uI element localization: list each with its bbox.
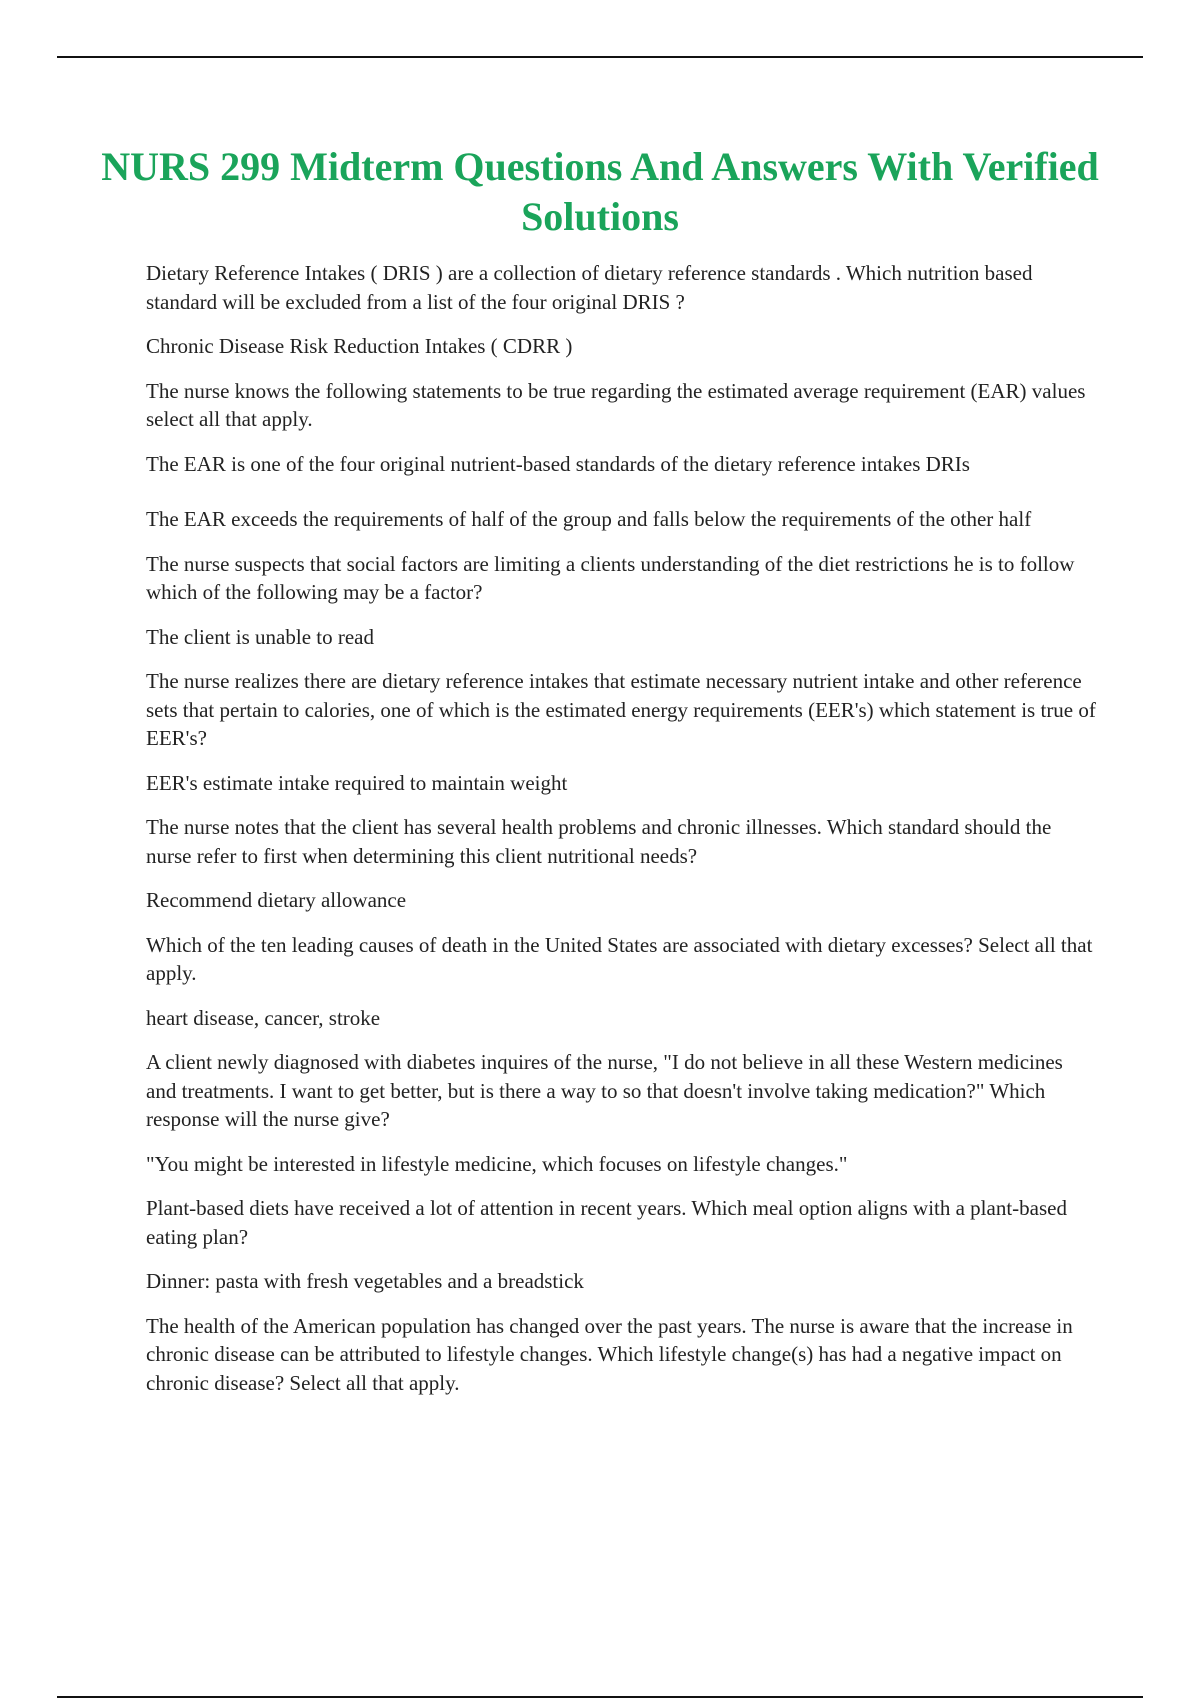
answer-paragraph: heart disease, cancer, stroke <box>146 1005 381 1030</box>
top-rule <box>57 56 1143 58</box>
answer-paragraph: EER's estimate intake required to maintain weight <box>146 770 568 795</box>
question-paragraph: The health of the American population has changed over the past years. The nurse is aware that the increase in chronic disease can be attributed to lifestyle changes. Which lifestyle change(s) has had a negative impact on chronic disease? Select all that apply. <box>146 1313 1073 1395</box>
answer-paragraph: Dinner: pasta with fresh vegetables and a breadstick <box>146 1269 584 1293</box>
question-paragraph: Which of the ten leading causes of death in the United States are associated with dietary excesses? Select all that apply. <box>146 932 1093 985</box>
question-paragraph: Plant-based diets have received a lot of attention in recent years. Which meal option aligns with a plant-based eating plan? <box>146 1196 1067 1249</box>
question-paragraph: Dietary Reference Intakes ( DRIS ) are a collection of dietary reference standards . Which nutrition based standard will be excluded from a list of the four original DRIS ? <box>146 261 1033 314</box>
answer-paragraph: "You might be interested in lifestyle medicine, which focuses on lifestyle changes." <box>146 1151 848 1176</box>
question-paragraph: The nurse suspects that social factors are limiting a clients understanding of the diet restrictions he is to follow which of the following may be a factor? <box>146 551 1075 604</box>
answer-paragraph: The EAR exceeds the requirements of half of the group and falls below the requirements of the other half <box>146 507 1032 531</box>
question-paragraph: The nurse notes that the client has several health problems and chronic illnesses. Which standard should the nurse refer to first when determining this client nutritional needs? <box>146 815 1052 868</box>
question-paragraph: The nurse knows the following statements to be true regarding the estimated average requirement (EAR) values select all that apply. <box>146 378 1086 431</box>
answer-paragraph: The EAR is one of the four original nutrient-based standards of the dietary reference intakes DRIs <box>146 451 970 476</box>
document-body <box>146 259 1096 1413</box>
answer-paragraph: The client is unable to read <box>146 624 374 649</box>
question-paragraph: A client newly diagnosed with diabetes inquires of the nurse, "I do not believe in all these Western medicines and treatments. I want to get better, but is there a way to so that doesn't involve taking medication?" Which response will the nurse give? <box>146 1050 1063 1131</box>
answer-paragraph: Chronic Disease Risk Reduction Intakes ( CDRR ) <box>146 334 573 358</box>
question-paragraph: The nurse realizes there are dietary reference intakes that estimate necessary nutrient intake and other reference sets that pertain to calories, one of which is the estimated energy requirements (EER's) which statement is true of EER's? <box>146 669 1096 750</box>
answer-paragraph: Recommend dietary allowance <box>146 888 407 912</box>
bottom-rule <box>57 1696 1143 1698</box>
document-title: NURS 299 Midterm Questions And Answers With Verified Solutions <box>101 144 1099 239</box>
